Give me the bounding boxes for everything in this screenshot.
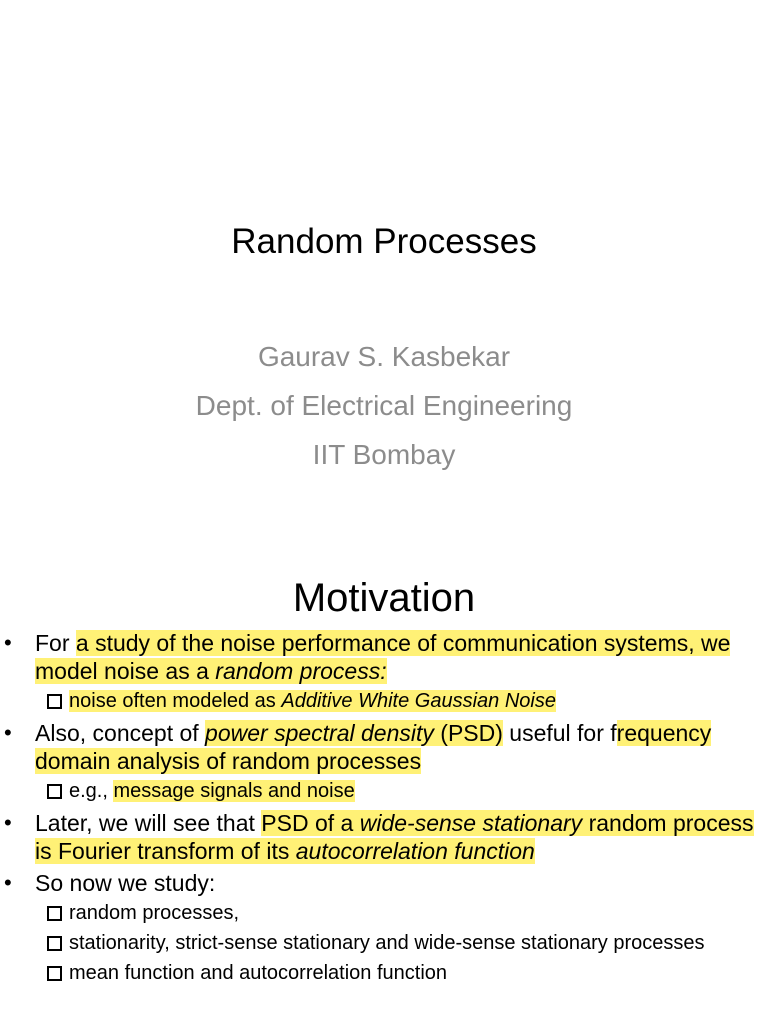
- hollow-square-icon: [47, 784, 62, 799]
- emphasis-text: autocorrelation function: [295, 838, 535, 864]
- hollow-square-icon: [47, 906, 62, 921]
- sub-bullet-item: [0, 931, 768, 955]
- institute-name: IIT Bombay: [312, 439, 456, 470]
- slide-title: Random Processes: [231, 222, 537, 261]
- sub-bullet-item: [0, 901, 768, 925]
- emphasis-text: :: [380, 658, 387, 684]
- bullet-text: Also, concept of: [35, 720, 206, 746]
- bullet-text: useful for f: [502, 720, 617, 746]
- bullet-item: [0, 809, 768, 865]
- bullet-text: random process is Fourier transform of its: [35, 810, 754, 864]
- slide-subtitle: [0, 332, 768, 479]
- bullet-text: PSD of a: [261, 810, 360, 836]
- highlighted-text: [35, 630, 730, 684]
- author-name: Gaurav S. Kasbekar: [257, 341, 511, 372]
- sub-bullet-item: [0, 961, 768, 985]
- sub-bullet-item: [0, 779, 768, 803]
- bullet-list: [0, 629, 768, 991]
- highlighted-text: message signals and noise: [113, 780, 355, 802]
- highlighted-text: requency domain analysis of random processes: [35, 720, 712, 774]
- emphasis-text: Additive White Gaussian Noise: [281, 690, 556, 712]
- bullet-dot-icon: •: [4, 870, 12, 895]
- emphasis-text: wide-sense stationary: [359, 810, 583, 836]
- sub-bullet-text: mean function and autocorrelation function: [69, 962, 448, 984]
- highlighted-text: [69, 690, 556, 712]
- bullet-dot-icon: •: [4, 630, 12, 655]
- hollow-square-icon: [47, 936, 62, 951]
- sub-bullet-text: e.g.,: [69, 780, 114, 802]
- bullet-text: (PSD): [433, 720, 503, 746]
- bullet-item: [0, 629, 768, 685]
- sub-bullet-text: stationarity, strict-sense stationary and wide-sense stationary processes: [69, 932, 705, 954]
- bullet-dot-icon: •: [4, 810, 12, 835]
- bullet-dot-icon: •: [4, 720, 12, 745]
- sub-bullet-text: random processes,: [69, 902, 240, 924]
- highlighted-text: [205, 720, 503, 746]
- hollow-square-icon: [47, 966, 62, 981]
- sub-bullet-text: noise often modeled as: [69, 690, 282, 712]
- sub-bullet-item: [0, 689, 768, 713]
- motivation-slide: [0, 545, 768, 1024]
- bullet-text: So now we study:: [35, 870, 216, 896]
- emphasis-text: power spectral density: [205, 720, 434, 746]
- bullet-item: [0, 869, 768, 897]
- slide-title: Motivation: [292, 576, 476, 620]
- emphasis-text: random process: [215, 658, 381, 684]
- bullet-text: For: [35, 630, 76, 656]
- hollow-square-icon: [47, 694, 62, 709]
- bullet-text: Later, we will see that: [35, 810, 262, 836]
- bullet-item: [0, 719, 768, 775]
- bullet-text: a study of the noise performance of communication systems, we model noise as a: [35, 630, 731, 684]
- department-name: Dept. of Electrical Engineering: [195, 390, 573, 421]
